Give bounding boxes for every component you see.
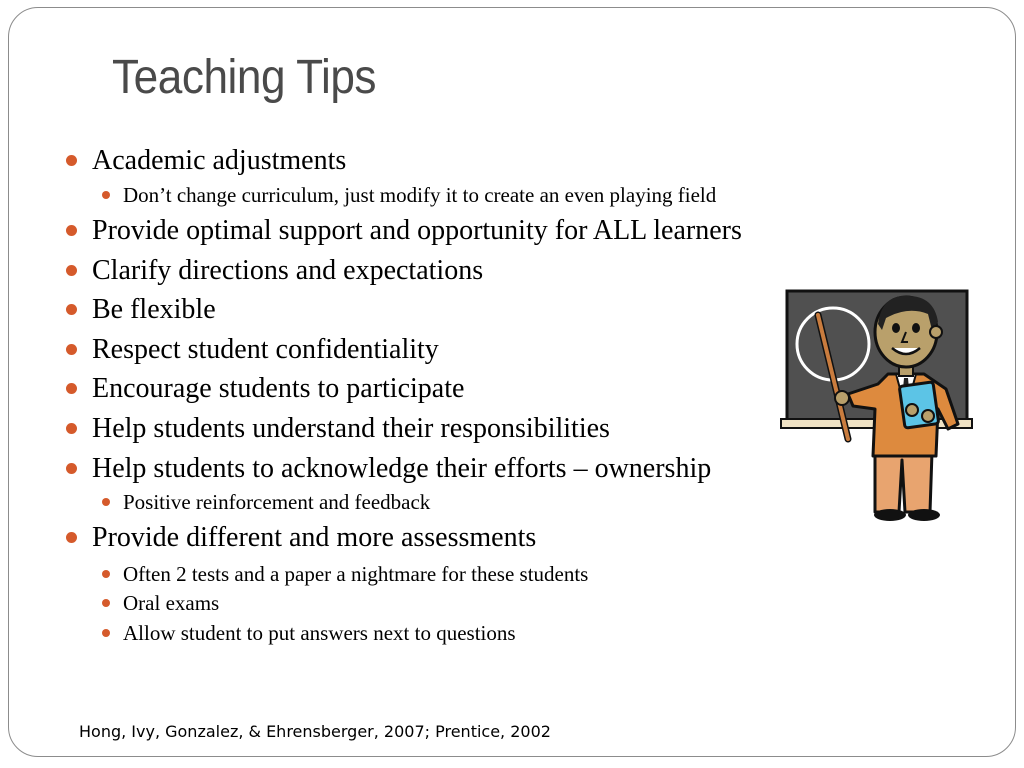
sub-bullet-item [123,620,516,646]
bullet-marker [66,304,77,315]
bullet-marker [66,225,77,236]
bullet-item [92,334,439,366]
bullet-marker [66,155,77,166]
sub-bullet-marker [102,599,110,607]
sub-bullet-marker [102,629,110,637]
bullet-item [92,215,742,247]
bullet-text: Clarify directions and expectations [92,255,484,286]
sub-bullet-item [123,590,219,616]
bullet-item [92,522,536,554]
bullet-text: Academic adjustments [92,145,347,176]
bullet-item [92,413,610,445]
bullet-text: Be flexible [92,294,216,325]
bullet-text: Provide optimal support and opportunity for ALL learners [92,215,742,246]
sub-bullet-item [123,561,588,587]
bullet-item [92,294,216,326]
bullet-text: Encourage students to participate [92,373,465,404]
bullet-item [92,255,483,287]
sub-bullet-item [123,489,430,515]
bullet-text: Provide different and more assessments [92,522,537,553]
sub-bullet-marker [102,498,110,506]
teacher-at-chalkboard-icon [778,284,978,524]
bullet-marker [66,383,77,394]
sub-bullet-text: Oral exams [123,591,220,615]
sub-bullet-marker [102,191,110,199]
bullet-text: Respect student confidentiality [92,334,439,365]
bullet-marker [66,463,77,474]
sub-bullet-item [123,182,716,208]
bullet-text: Help students understand their responsibilities [92,413,610,444]
slide-title: Teaching Tips [112,51,377,104]
bullet-marker [66,532,77,543]
sub-bullet-text: Positive reinforcement and feedback [123,490,431,514]
citation-text: Hong, Ivy, Gonzalez, & Ehrensberger, 2007; Prentice, 2002 [79,722,551,741]
bullet-marker [66,423,77,434]
sub-bullet-text: Allow student to put answers next to questions [123,621,516,645]
bullet-item [92,145,346,177]
bullet-marker [66,344,77,355]
bullet-item [92,373,464,405]
sub-bullet-text: Often 2 tests and a paper a nightmare for these students [123,562,589,586]
sub-bullet-marker [102,570,110,578]
bullet-text: Help students to acknowledge their efforts – ownership [92,453,712,484]
bullet-marker [66,265,77,276]
bullet-item [92,453,711,485]
sub-bullet-text: Don’t change curriculum, just modify it to create an even playing field [123,183,717,207]
